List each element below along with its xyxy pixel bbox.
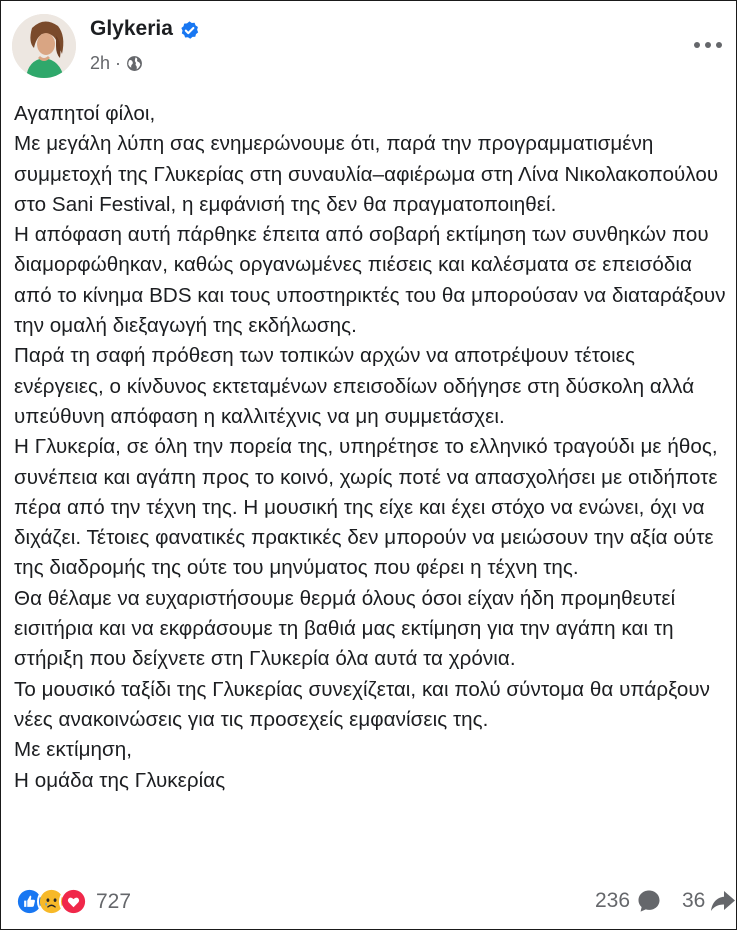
- comment-count: 236: [595, 889, 631, 912]
- reaction-count[interactable]: 727: [96, 889, 132, 913]
- share-count: 36: [682, 889, 706, 912]
- post-paragraph: Αγαπητοί φίλοι,: [14, 102, 156, 125]
- verified-badge-icon: [179, 20, 200, 41]
- more-options-icon: [693, 41, 723, 49]
- post-paragraph: Με εκτίμηση,: [14, 738, 133, 762]
- comments-summary[interactable]: [595, 888, 662, 914]
- post-paragraph: Με μεγάλη λύπη σας ενημερώνουμε ότι, παρά την προγραμματισμένη συμμετοχή της Γλυκερίας στη συναυλία–αφιέρωμα στη Λίνα Νικολακοπούλου στο Sani Festival, η εμφάνισή της δεν θα πραγματοποιηθεί.: [14, 132, 719, 216]
- post-paragraph: Η Γλυκερία, σε όλη την πορεία της, υπηρέτησε το ελληνικό τραγούδι με ήθος, συνέπεια και αγάπη προς το κοινό, χωρίς ποτέ να απασχολήσει με οτιδήποτε πέρα από την τέχνη της. Η μουσική της είχε και έχει στόχο να ενώνει, όχι να διχάζει. Τέτοιες φανατικές πρακτικές δεν μπορούν να μειώσουν την αξία ούτε της διαδρομής της ούτε του μηνύματος που φέρει η τέχνη της.: [14, 435, 718, 580]
- post-paragraph: Το μουσικό ταξίδι της Γλυκερίας συνεχίζεται, και πολύ σύντομα θα υπάρξουν νέες ανακοινώσεις για τις προσεχείς εμφανίσεις της.: [14, 677, 710, 731]
- post-paragraph: Η ομάδα της Γλυκερίας: [14, 768, 226, 792]
- comment-icon: [636, 888, 662, 914]
- post-meta: [90, 53, 143, 74]
- meta-separator: ·: [115, 53, 122, 73]
- post-paragraph: Η απόφαση αυτή πάρθηκε έπειτα από σοβαρή εκτίμηση των συνθηκών που διαμορφώθηκαν, καθώς οργανωμένες πιέσεις και καλέσματα σε επεισόδια από το κίνημα BDS και τους υποστηρικτές του θα μπορούσαν να διαταράξουν την ομαλή διεξαγωγή της εκδήλωσης.: [14, 223, 726, 338]
- post-paragraph: Θα θέλαμε να ευχαριστήσουμε θερμά όλους όσοι είχαν ήδη προμηθευτεί εισιτήρια και να εκφράσουμε τη βαθιά μας εκτίμηση για την αγάπη και τη στήριξη που δείχνετε στη Γλυκερία όλα αυτά τα χρόνια.: [14, 586, 676, 671]
- author-avatar[interactable]: [12, 14, 76, 78]
- share-icon: [709, 888, 737, 914]
- author-name[interactable]: Glykeria: [90, 17, 173, 40]
- avatar-image: [12, 14, 76, 78]
- post-body: [14, 99, 726, 796]
- post-paragraph: Παρά τη σαφή πρόθεση των τοπικών αρχών να αποτρέψουν τέτοιες ενέργειες, ο κίνδυνος εκτεταμένων επεισοδίων οδήγησε στη δύσκολη αλλά υπεύθυνη απόφαση η καλλιτέχνις να μη συμμετάσχει.: [14, 344, 695, 428]
- reactions-summary[interactable]: [15, 887, 131, 916]
- post-timestamp[interactable]: 2h: [90, 53, 111, 73]
- shares-summary[interactable]: [682, 888, 737, 914]
- love-icon: [59, 887, 88, 916]
- globe-icon[interactable]: [126, 55, 143, 72]
- more-options-button[interactable]: [688, 31, 728, 59]
